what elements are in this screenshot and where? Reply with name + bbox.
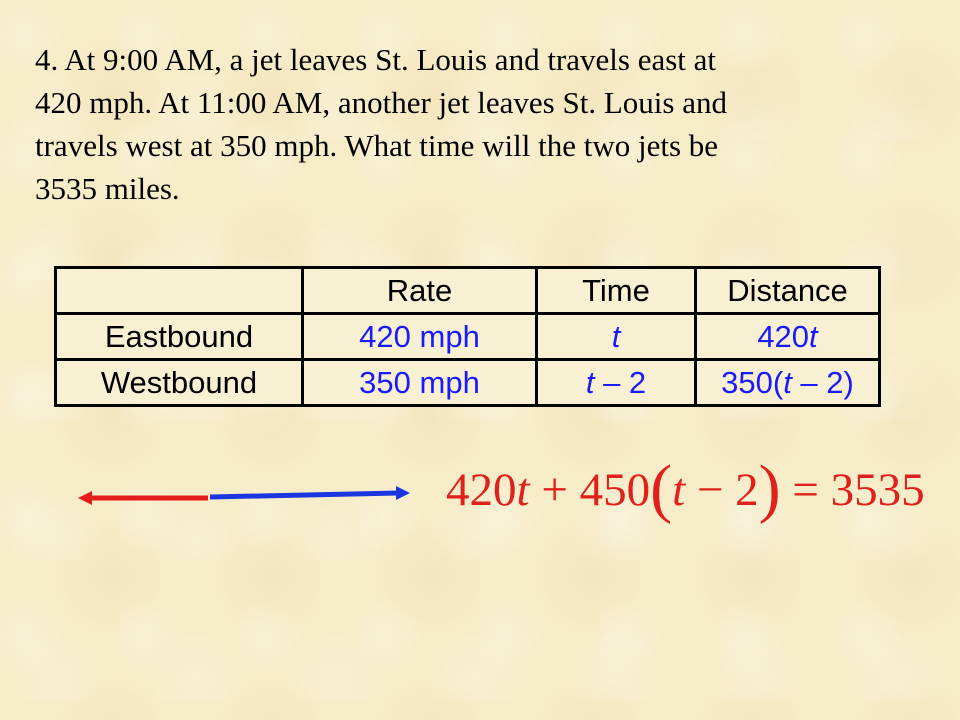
problem-statement	[35, 38, 915, 210]
distance-cell-eastbound	[696, 314, 880, 360]
equation-right-paren: )	[758, 452, 781, 525]
rate-cell-westbound: 350 mph	[303, 360, 537, 406]
east-arrow-icon	[210, 486, 410, 500]
header-cell-empty	[56, 268, 303, 314]
header-cell-rate: Rate	[303, 268, 537, 314]
rate-cell-eastbound: 420 mph	[303, 314, 537, 360]
header-cell-time: Time	[537, 268, 696, 314]
equation-left-paren: (	[650, 452, 673, 525]
header-cell-distance: Distance	[696, 268, 880, 314]
distance-cell-westbound	[696, 360, 880, 406]
equation-coefficient-b: 450	[579, 464, 651, 516]
equation-equals-total: = 3535	[780, 464, 925, 516]
time-remainder: – 2	[594, 364, 647, 400]
distance-prefix: 350(	[721, 364, 784, 400]
table-header-row	[56, 268, 880, 314]
problem-line: travels west at 350 mph. What time will the two jets be	[35, 128, 719, 163]
distance-suffix: – 2)	[791, 364, 854, 400]
time-cell-westbound	[537, 360, 696, 406]
equation	[446, 446, 925, 525]
equation-coefficient-a: 420	[446, 464, 517, 516]
problem-line: 420 mph. At 11:00 AM, another jet leaves St. Louis and	[35, 85, 727, 120]
problem-line: 4. At 9:00 AM, a jet leaves St. Louis and travels east at	[35, 42, 717, 77]
west-arrow-icon	[78, 491, 208, 505]
equation-plus: +	[529, 464, 580, 516]
equation-variable: t	[516, 464, 530, 516]
time-variable: t	[585, 364, 595, 400]
time-variable: t	[611, 318, 621, 354]
equation-minus-two: − 2	[685, 464, 759, 516]
time-cell-eastbound	[537, 314, 696, 360]
problem-line: 3535 miles.	[35, 171, 180, 206]
distance-variable: t	[809, 318, 818, 354]
distance-variable: t	[783, 364, 792, 400]
equation-variable: t	[672, 464, 686, 516]
row-label-westbound: Westbound	[56, 360, 303, 406]
direction-arrows	[60, 470, 420, 520]
distance-prefix: 420	[757, 318, 810, 354]
row-label-eastbound: Eastbound	[56, 314, 303, 360]
rate-time-distance-table	[54, 266, 881, 407]
table-row-westbound	[56, 360, 880, 406]
table-row-eastbound	[56, 314, 880, 360]
